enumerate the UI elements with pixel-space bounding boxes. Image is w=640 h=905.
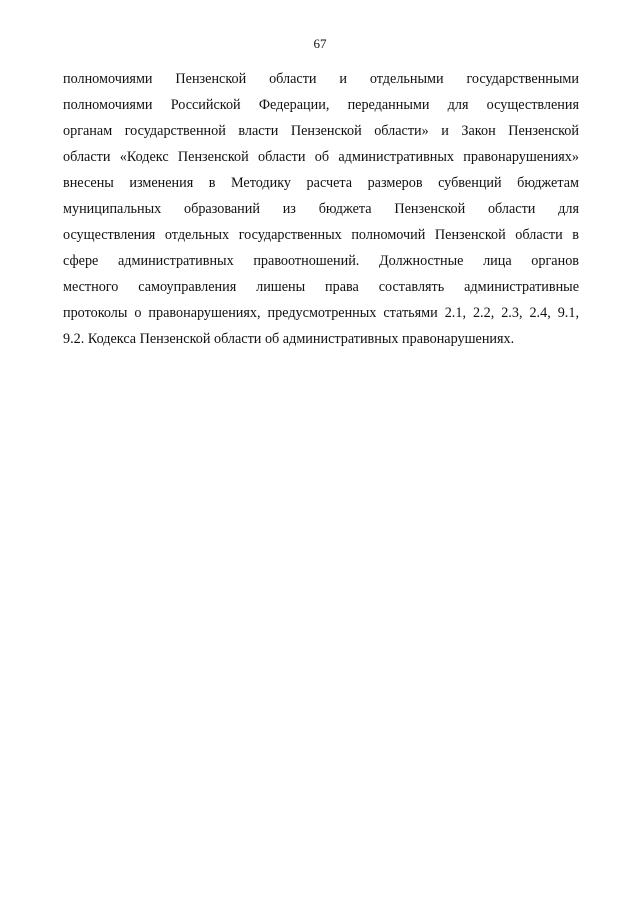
paragraph-line: полномочиями Российской Федерации, переданными для осуществления [63,97,579,113]
paragraph-line: внесены изменения в Методику расчета размеров субвенций бюджетам [63,175,579,191]
paragraph-line: области «Кодекс Пензенской области об административных правонарушениях» [63,149,579,165]
paragraph-line: протоколы о правонарушениях, предусмотренных статьями 2.1, 2.2, 2.3, 2.4, 9.1, [63,305,579,321]
paragraph-line: муниципальных образований из бюджета Пензенской области для [63,201,579,217]
paragraph-line: органам государственной власти Пензенской области» и Закон Пензенской [63,123,579,139]
paragraph-line: местного самоуправления лишены права составлять административные [63,279,579,295]
body-paragraph [63,66,579,352]
page-number: 67 [313,36,327,51]
paragraph-line: сфере административных правоотношений. Должностные лица органов [63,253,579,269]
paragraph-line-last: 9.2. Кодекса Пензенской области об административных правонарушениях. [63,331,515,347]
paragraph-line: полномочиями Пензенской области и отдельными государственными [63,71,579,87]
paragraph-line: осуществления отдельных государственных полномочий Пензенской области в [63,227,579,243]
